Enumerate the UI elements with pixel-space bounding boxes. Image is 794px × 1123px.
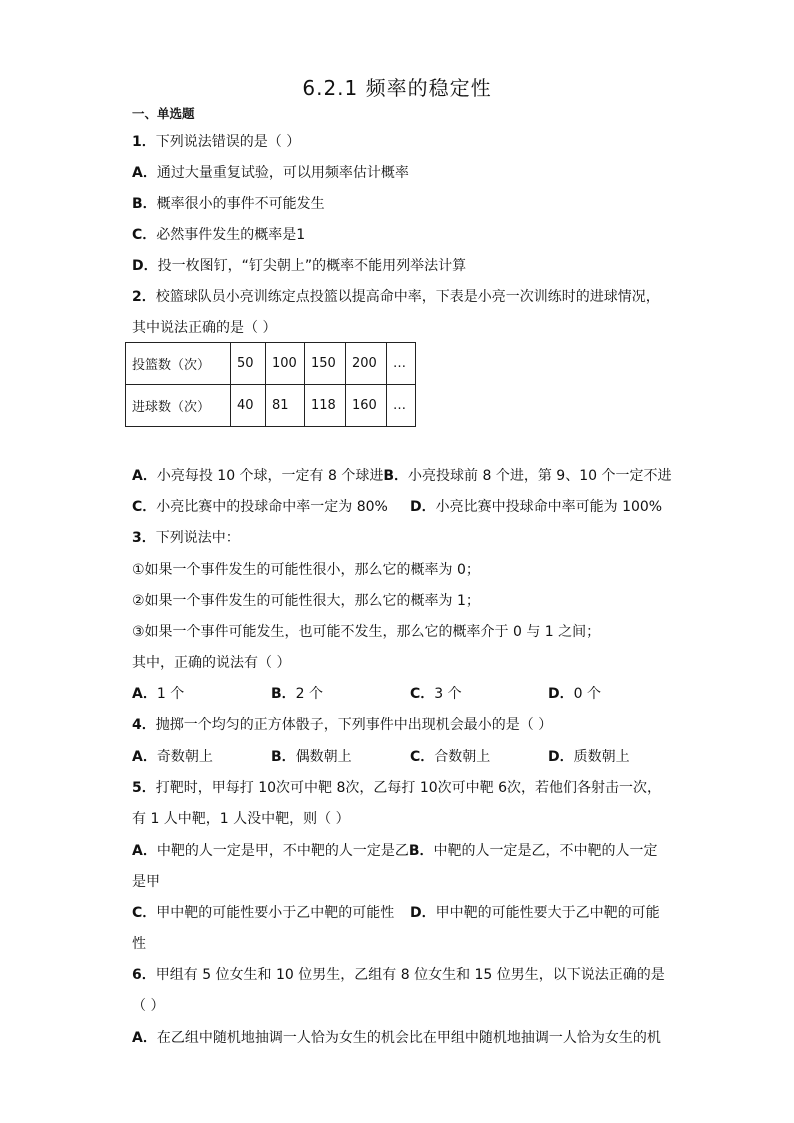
q3-option-a: [132, 683, 184, 703]
table-cell: 160: [346, 385, 387, 427]
q4-option-c: [410, 746, 490, 766]
option-label: A．: [132, 468, 157, 484]
q2-options-ab: [132, 465, 671, 485]
table-cell: …: [387, 343, 416, 385]
q1-option-c: [132, 224, 305, 244]
q4-option-a: [132, 746, 213, 766]
question-5-stem-cont: 有 1 人中靶，1 人没中靶，则（ ）: [132, 811, 350, 827]
question-number: 3．: [132, 530, 156, 546]
option-label: C．: [132, 905, 157, 921]
table-cell: 81: [266, 385, 305, 427]
table-cell: 200: [346, 343, 387, 385]
q3-option-d: [548, 683, 601, 703]
option-label: B．: [408, 843, 434, 859]
option-text: 2 个: [295, 686, 324, 702]
option-label: B．: [383, 468, 409, 484]
option-text: 3 个: [434, 686, 462, 702]
option-text: 投一枚图钉，“钉尖朝上”的概率不能用列举法计算: [157, 258, 467, 274]
question-text: 校篮球队员小亮训练定点投篮以提高命中率，下表是小亮一次训练时的进球情况，: [155, 289, 660, 305]
option-label: A．: [132, 686, 157, 702]
option-text: 小亮投球前 8 个进，第 9、10 个一定不进: [408, 468, 672, 484]
option-text: 小亮每投 10 个球，一定有 8 个球进: [156, 468, 384, 484]
q3-option-c: [410, 683, 462, 703]
question-number: 6．: [132, 967, 156, 983]
question-text: 下列说法错误的是（ ）: [155, 134, 301, 150]
option-label: B．: [132, 196, 157, 212]
option-text: 甲中靶的可能性要大于乙中靶的可能: [435, 905, 660, 921]
option-text: 概率很小的事件不可能发生: [156, 196, 325, 212]
table-row: [126, 343, 416, 385]
option-label: C．: [132, 499, 157, 515]
q5-option-b-cont: 是甲: [132, 874, 160, 890]
option-text: 0 个: [573, 686, 601, 702]
table-cell: 118: [305, 385, 346, 427]
table-row: [126, 385, 416, 427]
q4-option-d: [548, 746, 630, 766]
q1-option-d: [132, 255, 466, 275]
table-cell: …: [387, 385, 416, 427]
question-2-stem: [132, 286, 660, 306]
q2-option-d: [410, 496, 662, 516]
q3-option-b: [271, 683, 323, 703]
option-label: C．: [410, 686, 435, 702]
q4-option-b: [271, 746, 352, 766]
option-text: 小亮比赛中投球命中率可能为 100%: [435, 499, 663, 515]
q3-statement-1: ①如果一个事件发生的可能性很小，那么它的概率为 0；: [132, 562, 480, 578]
table-cell: 150: [305, 343, 346, 385]
question-3-stem: [132, 527, 240, 547]
option-label: D．: [548, 686, 574, 702]
table-cell: 投篮数（次）: [126, 343, 231, 385]
option-label: B．: [271, 749, 296, 765]
question-number: 1．: [132, 134, 156, 150]
q5-option-d-cont: 性: [132, 936, 146, 952]
question-3-stem-cont: 其中，正确的说法有（ ）: [132, 655, 291, 671]
table-cell: 100: [266, 343, 305, 385]
q1-option-a: [132, 162, 409, 182]
question-text: 下列说法中：: [155, 530, 240, 546]
question-6-stem-cont: （ ）: [132, 998, 165, 1014]
option-text: 质数朝上: [573, 749, 630, 765]
option-label: D．: [410, 905, 436, 921]
option-text: 通过大量重复试验，可以用频率估计概率: [156, 165, 409, 181]
option-text: 甲中靶的可能性要小于乙中靶的可能性: [156, 905, 395, 921]
page-title: 6.2.1 频率的稳定性: [302, 76, 492, 100]
option-label: A．: [132, 1030, 157, 1046]
table-cell: 进球数（次）: [126, 385, 231, 427]
option-label: D．: [410, 499, 436, 515]
option-text: 必然事件发生的概率是1: [156, 227, 306, 243]
question-6-stem: [132, 964, 665, 984]
question-number: 4．: [132, 717, 156, 733]
option-text: 小亮比赛中的投球命中率一定为 80%: [156, 499, 388, 515]
question-1-stem: [132, 131, 300, 151]
q6-option-a: [132, 1027, 661, 1047]
q3-statement-3: ③如果一个事件可能发生，也可能不发生，那么它的概率介于 0 与 1 之间；: [132, 624, 601, 640]
section-heading: 一、单选题: [132, 106, 195, 121]
option-text: 中靶的人一定是甲，不中靶的人一定是乙: [156, 843, 409, 859]
option-label: C．: [132, 227, 157, 243]
q5-option-c: [132, 902, 394, 922]
option-label: A．: [132, 843, 157, 859]
option-label: C．: [410, 749, 435, 765]
option-text: 在乙组中随机地抽调一人恰为女生的机会比在甲组中随机地抽调一人恰为女生的机: [156, 1030, 661, 1046]
q2-option-c: [132, 496, 388, 516]
option-label: D．: [132, 258, 158, 274]
question-number: 2．: [132, 289, 156, 305]
question-5-stem: [132, 777, 661, 797]
question-number: 5．: [132, 780, 156, 796]
shooting-table: [125, 342, 416, 427]
q1-option-b: [132, 193, 325, 213]
option-label: B．: [271, 686, 296, 702]
option-label: A．: [132, 165, 157, 181]
question-text: 打靶时，甲每打 10次可中靶 8次，乙每打 10次可中靶 6次，若他们各射击一次，: [155, 780, 661, 796]
option-text: 中靶的人一定是乙，不中靶的人一定: [433, 843, 658, 859]
q5-options-ab: [132, 840, 658, 860]
option-label: A．: [132, 749, 157, 765]
table-cell: 50: [231, 343, 266, 385]
question-text: 甲组有 5 位女生和 10 位男生，乙组有 8 位女生和 15 位男生，以下说法正确的是: [155, 967, 665, 983]
option-text: 合数朝上: [434, 749, 491, 765]
option-text: 奇数朝上: [156, 749, 213, 765]
option-text: 偶数朝上: [295, 749, 352, 765]
question-4-stem: [132, 714, 552, 734]
q5-option-d: [410, 902, 660, 922]
option-label: D．: [548, 749, 574, 765]
question-2-stem-cont: 其中说法正确的是（ ）: [132, 320, 277, 336]
table-cell: 40: [231, 385, 266, 427]
option-text: 1 个: [156, 686, 185, 702]
q3-statement-2: ②如果一个事件发生的可能性很大，那么它的概率为 1；: [132, 593, 480, 609]
question-text: 抛掷一个均匀的正方体骰子，下列事件中出现机会最小的是（ ）: [155, 717, 553, 733]
